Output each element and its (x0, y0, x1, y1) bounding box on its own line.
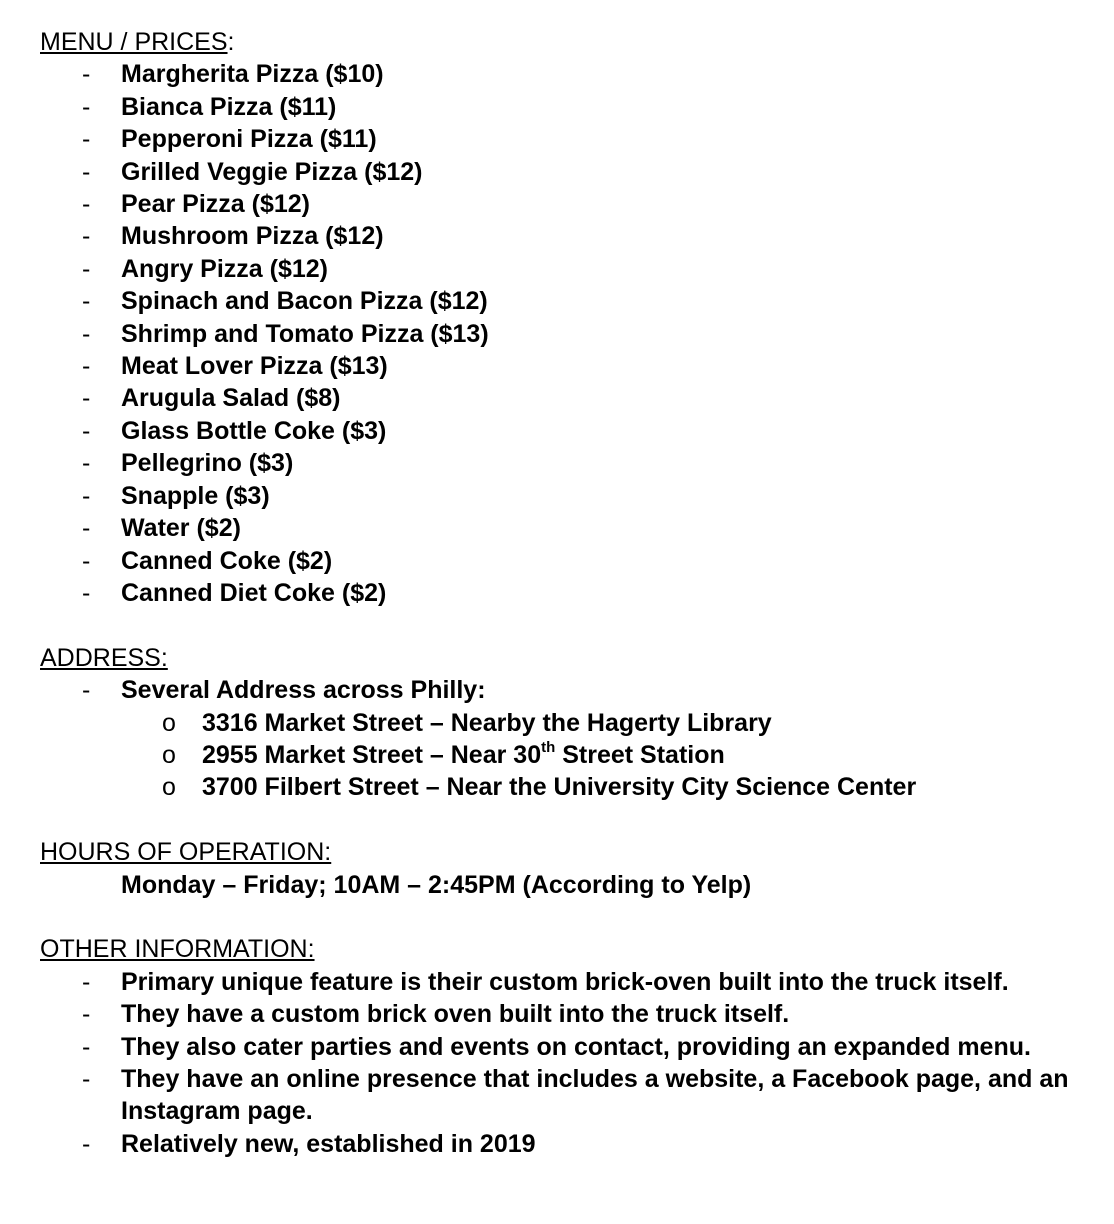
menu-item (0, 577, 1114, 609)
address-heading (40, 642, 1114, 674)
menu-item-text: Spinach and Bacon Pizza ($12) (121, 287, 488, 316)
dash-marker: - (82, 92, 91, 121)
menu-item-text: Shrimp and Tomato Pizza ($13) (121, 319, 489, 348)
dash-marker: - (82, 1129, 91, 1158)
hours-text: Monday – Friday; 10AM – 2:45PM (According to Yelp) (121, 870, 752, 899)
menu-item-text: Arugula Salad ($8) (121, 384, 341, 413)
address-location (0, 771, 1114, 803)
address-list (0, 674, 1114, 706)
menu-heading-text: MENU / PRICES (40, 28, 228, 56)
dash-marker: - (82, 481, 91, 510)
menu-item (0, 58, 1114, 90)
menu-item-text: Canned Coke ($2) (121, 546, 333, 575)
menu-list (0, 58, 1114, 609)
dash-marker: - (82, 1032, 91, 1061)
dash-marker: - (82, 449, 91, 478)
other-info-list (0, 966, 1114, 1160)
other-info-item (0, 1128, 1114, 1160)
dash-marker: - (82, 254, 91, 283)
dash-marker: - (82, 287, 91, 316)
menu-item (0, 220, 1114, 252)
dash-marker: - (82, 578, 91, 607)
menu-item-text: Angry Pizza ($12) (121, 254, 329, 283)
section-spacer (0, 804, 1114, 836)
circle-marker: o (162, 773, 176, 802)
other-info-item (0, 998, 1114, 1030)
dash-marker: - (82, 222, 91, 251)
address-intro-text: Several Address across Philly: (121, 676, 486, 705)
menu-item (0, 415, 1114, 447)
dash-marker: - (82, 1064, 91, 1093)
other-info-text: They also cater parties and events on contact, providing an expanded menu. (121, 1032, 1031, 1061)
dash-marker: - (82, 1000, 91, 1029)
other-info-heading-text: OTHER INFORMATION: (40, 935, 315, 964)
menu-item-text: Pear Pizza ($12) (121, 190, 310, 219)
dash-marker: - (82, 125, 91, 154)
menu-item (0, 545, 1114, 577)
address-location-text: 2955 Market Street – Near 30 (202, 740, 542, 769)
address-location (0, 739, 1114, 771)
menu-item-text: Water ($2) (121, 514, 241, 543)
hours-section (0, 836, 1114, 901)
dash-marker: - (82, 967, 91, 996)
menu-item-text: Canned Diet Coke ($2) (121, 578, 387, 607)
other-info-item (0, 1063, 1114, 1128)
dash-marker: - (82, 319, 91, 348)
menu-item-text: Pepperoni Pizza ($11) (121, 125, 377, 154)
menu-item (0, 91, 1114, 123)
dash-marker: - (82, 157, 91, 186)
address-heading-text: ADDRESS: (40, 643, 168, 672)
other-info-text: Relatively new, established in 2019 (121, 1129, 536, 1158)
dash-marker: - (82, 514, 91, 543)
other-info-item (0, 966, 1114, 998)
menu-item (0, 285, 1114, 317)
address-location (0, 707, 1114, 739)
circle-marker: o (162, 708, 176, 737)
menu-item (0, 480, 1114, 512)
dash-marker: - (82, 384, 91, 413)
address-intro (0, 674, 1114, 706)
dash-marker: - (82, 676, 91, 705)
menu-item-text: Bianca Pizza ($11) (121, 92, 337, 121)
address-section (0, 642, 1114, 804)
menu-item (0, 123, 1114, 155)
other-info-text: They have an online presence that includes a website, a Facebook page, and an Instagram page. (121, 1064, 1069, 1126)
dash-marker: - (82, 416, 91, 445)
menu-item-text: Mushroom Pizza ($12) (121, 222, 384, 251)
menu-item-text: Pellegrino ($3) (121, 449, 294, 478)
other-info-text: They have a custom brick oven built into the truck itself. (121, 1000, 790, 1029)
ordinal-suffix: th (541, 738, 556, 756)
address-locations (0, 707, 1114, 804)
other-info-section (0, 933, 1114, 1160)
dash-marker: - (82, 190, 91, 219)
menu-item (0, 350, 1114, 382)
menu-item-text: Snapple ($3) (121, 481, 270, 510)
menu-item (0, 156, 1114, 188)
menu-item (0, 188, 1114, 220)
dash-marker: - (82, 60, 91, 89)
section-spacer (0, 901, 1114, 933)
menu-item-text: Meat Lover Pizza ($13) (121, 352, 388, 381)
menu-item (0, 447, 1114, 479)
hours-heading (40, 836, 1114, 868)
menu-item-text: Margherita Pizza ($10) (121, 60, 384, 89)
section-spacer (0, 609, 1114, 641)
hours-heading-text: HOURS OF OPERATION: (40, 838, 332, 867)
address-location-text: 3316 Market Street – Nearby the Hagerty Library (202, 708, 772, 737)
menu-item-text: Grilled Veggie Pizza ($12) (121, 157, 423, 186)
address-location-text: 3700 Filbert Street – Near the University City Science Center (202, 773, 917, 802)
other-info-text: Primary unique feature is their custom brick-oven built into the truck itself. (121, 967, 1009, 996)
menu-item (0, 382, 1114, 414)
other-info-item (0, 1031, 1114, 1063)
menu-heading-colon: : (227, 28, 235, 56)
menu-heading (40, 26, 1114, 58)
other-info-heading (40, 933, 1114, 965)
menu-item (0, 253, 1114, 285)
menu-item (0, 512, 1114, 544)
address-location-text-end: Street Station (555, 740, 725, 769)
menu-section (0, 26, 1114, 609)
dash-marker: - (82, 546, 91, 575)
circle-marker: o (162, 740, 176, 769)
menu-item (0, 318, 1114, 350)
dash-marker: - (82, 352, 91, 381)
menu-item-text: Glass Bottle Coke ($3) (121, 416, 387, 445)
